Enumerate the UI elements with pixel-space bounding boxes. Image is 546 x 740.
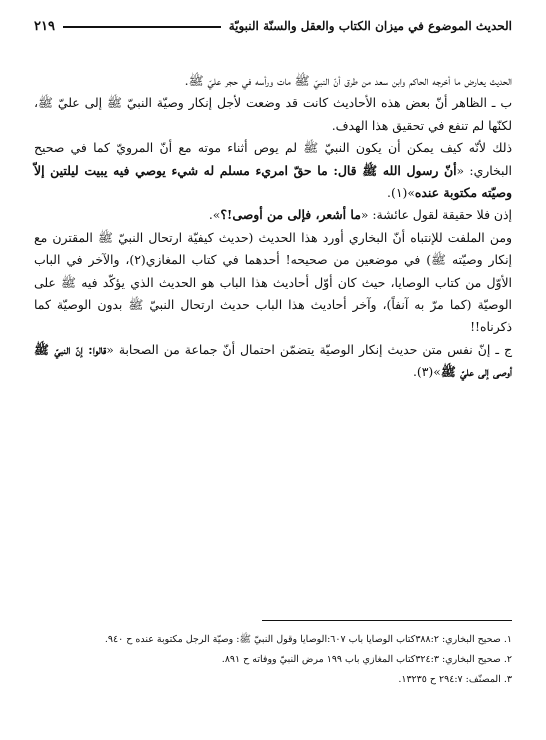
footnote-rule bbox=[262, 620, 512, 621]
paragraph-1: الحديث يعارض ما أخرجه الحاكم وابن سعد من طرق أنّ النبيّ ﷺ مات ورأسه في حجر عليّ ﷺ. bbox=[184, 73, 512, 88]
paragraph-3-quote: أنّ رسول الله ﷺ قال: ما حقّ امريء مسلم له شيء يوصي فيه يبيت ليلتين إلاّ وصيّته مكتوبة عنده bbox=[34, 162, 512, 201]
paragraph-4-quote: ما أشعر، فإلى من أوصى!؟ bbox=[220, 207, 361, 223]
header-rule bbox=[63, 26, 221, 28]
footnote-2: ٢. صحيح البخاري: ٣٢٤:٣كتاب المغازي باب ١٩٩ مرض النبيّ ووفاته ح ٨٩١. bbox=[221, 654, 512, 665]
paragraph-4 bbox=[34, 204, 512, 226]
paragraph-5: ومن الملفت للإنتباه أنّ البخاري أورد هذا الحديث (حديث كيفيّة ارتحال النبيّ ﷺ المقترن مع إنكار وصيّته ﷺ) في موضعين من صحيحه! أحدهما في كتاب المغازي(٢)، والآخر في الباب الأوّل من كتاب الوصايا، حيث كان أوّل أحاديث هذا الباب هو الحديث الذي يؤكّد فيه ﷺ على الوصيّة (كما مرّ به آنفاً)، وآخر أحاديث هذا الباب حديث ارتحال النبيّ ﷺ بدون الوصيّة كما ذكرناه!! bbox=[34, 229, 512, 335]
footnotes bbox=[34, 630, 512, 690]
paragraph-2: ب ـ الظاهر أنّ بعض هذه الأحاديث كانت قد وضعت لأجل إنكار وصيّة النبيّ ﷺ إلى عليّ ﷺ، لكنّها لم تنفع في تحقيق هذا الهدف. bbox=[34, 95, 512, 133]
paragraph-3 bbox=[34, 137, 512, 204]
paragraph-6 bbox=[34, 339, 512, 384]
paragraph-4-end: ». bbox=[208, 207, 221, 223]
footnote-3: ٣. المصنّف: ٢٩٤:٧ ح ١٣٢٣٥. bbox=[398, 674, 512, 685]
paragraph-6-text: ج ـ إنّ نفس متن حديث إنكار الوصيّة يتضمّن احتمال أنّ جماعة من الصحابة « bbox=[106, 341, 512, 357]
body-text bbox=[34, 70, 512, 384]
page-header bbox=[34, 14, 512, 38]
paragraph-4-text: إذن فلا حقيقة لقول عائشة: « bbox=[360, 207, 512, 223]
paragraph-6-end: »(٣). bbox=[412, 364, 441, 380]
running-title: الحديث الموضوع في ميزان الكتاب والعقل والسنّة النبويّة bbox=[228, 19, 512, 33]
paragraph-3-text: ذلك لأنّه كيف يمكن أن يكون النبيّ ﷺ لم يوص أثناء موته مع أنّ المرويّ كما في صحيح البخاري: « bbox=[34, 140, 512, 178]
footnote-1: ١. صحيح البخاري: ٣٨٨:٢كتاب الوصايا باب ٦٠٧:الوصايا وقول النبيّ ﷺ: وصيّة الرجل مكتوبة عنده ح ٩٤٠. bbox=[104, 634, 512, 645]
paragraph-6-quote: قالوا: إنّ النبيّ ﷺ أوصى إلى عليّ ﷺ bbox=[34, 341, 512, 380]
page-number: ٢١٩ bbox=[34, 18, 55, 34]
paragraph-3-end: »(١). bbox=[387, 185, 415, 201]
